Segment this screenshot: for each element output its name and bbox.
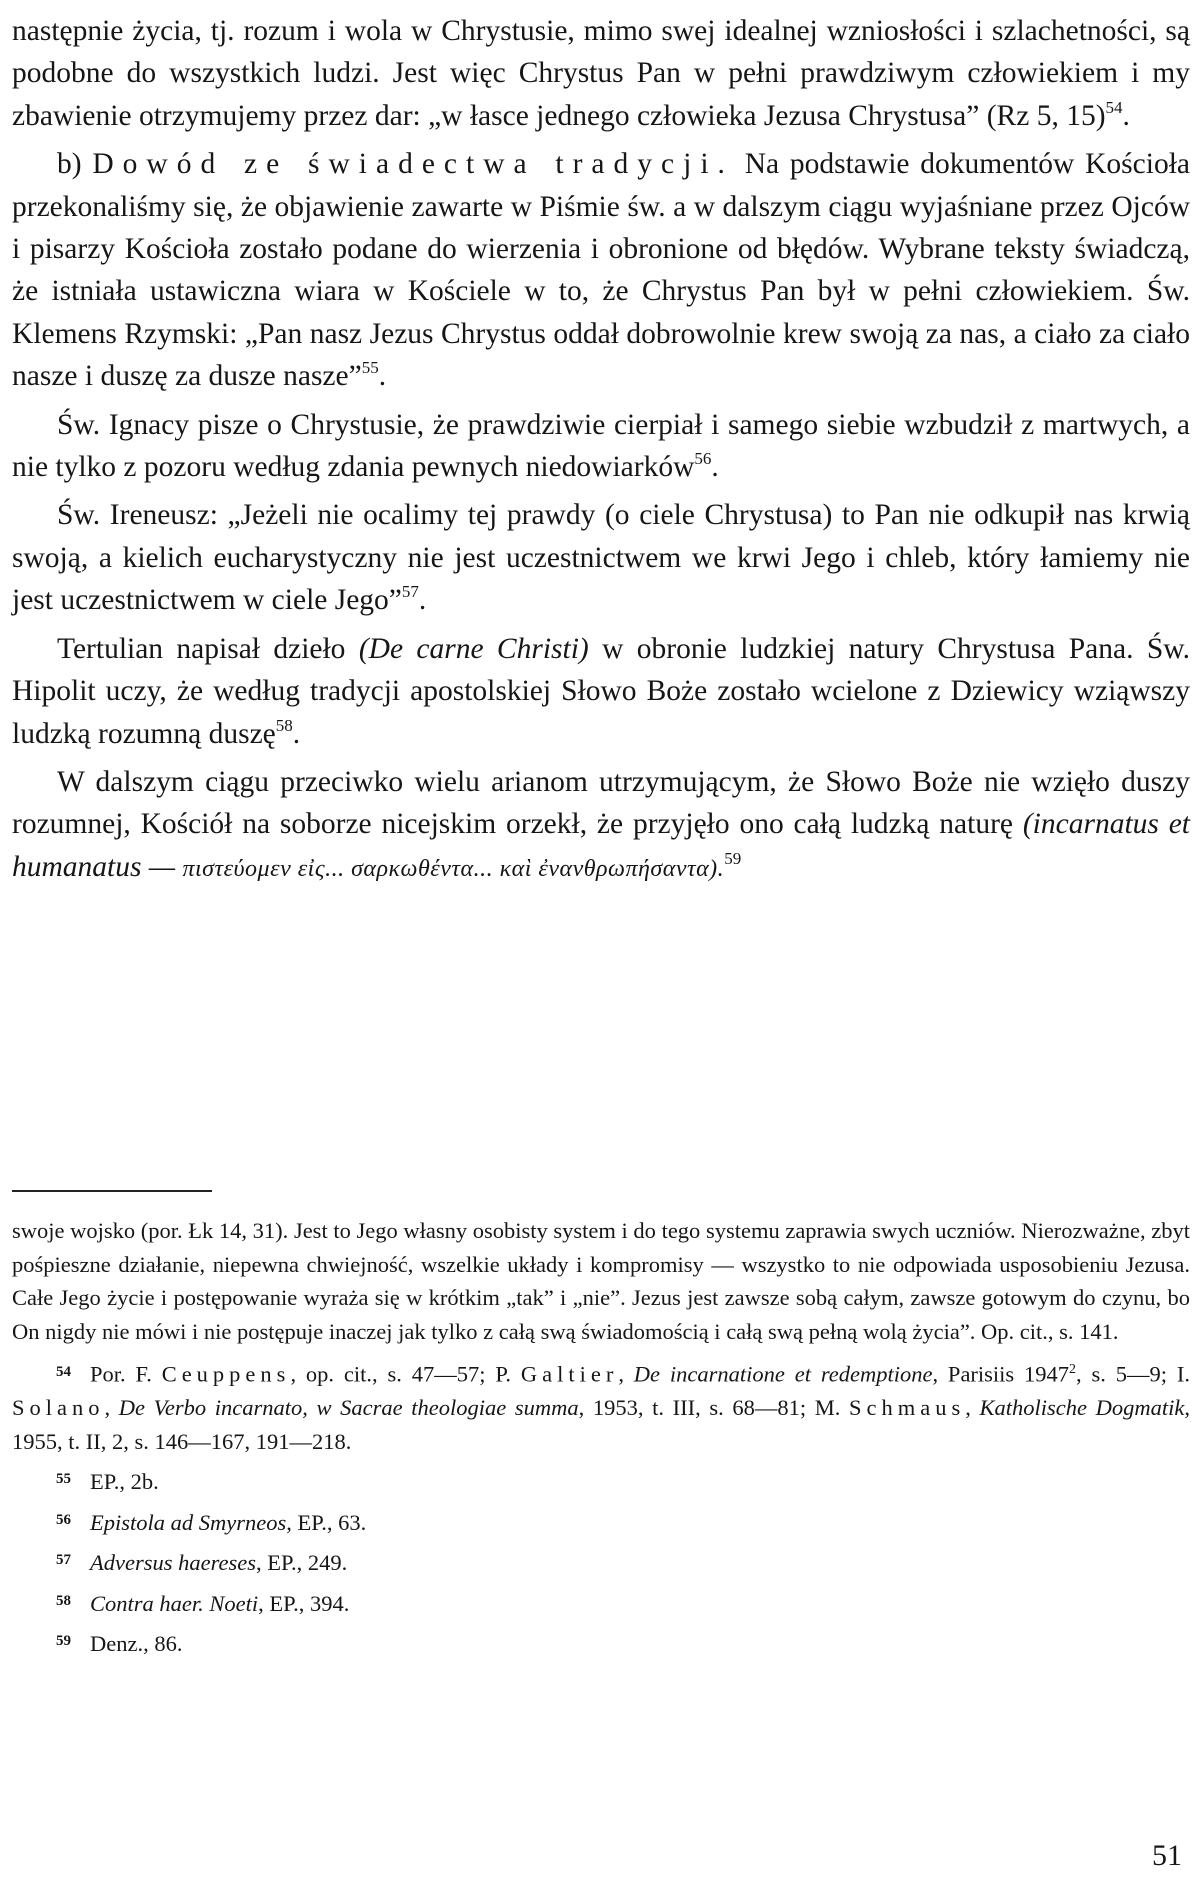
paragraph-6 — [12, 761, 1190, 890]
footnote-text: , s. 5—9; I. — [1076, 1361, 1190, 1387]
main-text — [12, 10, 1190, 890]
footnote-56 — [12, 1504, 1190, 1540]
footnote-number: 59 — [56, 1633, 71, 1649]
work-title: De Verbo incarnato, w Sacrae theologiae summa — [118, 1395, 579, 1420]
paragraph-3 — [12, 404, 1190, 489]
footnote-text: , EP., 63. — [286, 1509, 367, 1535]
work-title: Katholische Dogmatik — [979, 1395, 1185, 1420]
footnote-text: , EP., 394. — [258, 1590, 350, 1616]
page-number: 51 — [1152, 1839, 1182, 1872]
footnote-text: , 1955, t. II, 2, s. 146—167, 191—218. — [12, 1395, 1191, 1454]
footnote-number: 54 — [56, 1363, 71, 1380]
paragraph-2 — [12, 143, 1190, 397]
footnote-number: 58 — [56, 1592, 71, 1609]
paragraph-1-end: . — [1122, 99, 1130, 132]
footnote-text: , — [965, 1395, 980, 1420]
footnote-ref-56: 56 — [694, 449, 712, 469]
work-title: Contra haer. Noeti — [90, 1590, 259, 1616]
greek-creed-quote: πιστεύομεν εἰς... σαρκωθέντα... καὶ ἐνανθρωπήσαντα). — [182, 855, 725, 882]
paragraph-3-text: Św. Ignacy pisze o Chrystusie, że prawdziwie cierpiał i samego siebie wzbudził z martwych, a nie tylko z pozoru według zdania pewnych niedowiarków — [12, 408, 1190, 484]
work-title: De incarnatione et redemptione — [633, 1361, 933, 1387]
footnote-ref-54: 54 — [1105, 97, 1123, 117]
footnote-text: EP., 2b. — [90, 1469, 159, 1494]
paragraph-2-end: . — [378, 360, 387, 393]
footnote-ref-57: 57 — [401, 582, 419, 602]
paragraph-3-end: . — [711, 451, 719, 484]
paragraph-1 — [12, 10, 1190, 137]
section-heading: Dowód ze świadectwa tradycji. — [92, 148, 734, 181]
latin-phrase: (incarnatus et humanatus — — [12, 808, 1191, 883]
footnote-number: 56 — [56, 1511, 71, 1528]
author-name: Galtier — [520, 1361, 619, 1387]
footnote-57 — [12, 1544, 1190, 1580]
footnote-text: , EP., 249. — [256, 1550, 348, 1575]
footnote-ref-55: 55 — [361, 358, 379, 378]
footnote-continuation: swoje wojsko (por. Łk 14, 31). Jest to Jego własny osobisty system i do tego systemu zaprawia swych uczniów. Nierozważne, zbyt pośpieszne działanie, niepewna chwiejność, wszelkie układy i kompromisy — wszystko to nie odpowiada usposobieniu Jezusa. Całe Jego życie i postępowanie wyraża się w krótkim „tak” i „nie”. Jezus jest zawsze sobą całym, zawsze gotowym do czynu, bo On nigdy nie mówi i nie postępuje inaczej jak tylko z całą swą świadomością i całą swą pełną wolą życia”. Op. cit., s. 141. — [12, 1218, 1190, 1344]
author-name: Solano — [12, 1395, 105, 1420]
author-name: Ceuppens — [161, 1361, 291, 1387]
paragraph-5-text-a: Tertulian napisał dzieło — [57, 632, 359, 665]
edition-superscript: 2 — [1069, 1362, 1077, 1377]
work-title-de-carne-christi: (De carne Christi) — [358, 632, 589, 665]
footnote-ref-58: 58 — [275, 715, 293, 735]
footnote-text: , Parisiis 1947 — [932, 1361, 1070, 1387]
paragraph-5 — [12, 628, 1190, 755]
work-title: Adversus haereses — [90, 1550, 257, 1575]
paragraph-4-end: . — [418, 584, 427, 617]
footnotes — [12, 1214, 1190, 1661]
paragraph-1-text: następnie życia, tj. rozum i wola w Chrystusie, mimo swej idealnej wzniosłości i szlachetności, są podobne do wszystkich ludzi. Jest więc Chrystus Pan w pełni prawdziwym człowiekiem i my zbawienie otrzymujemy przez dar: „w łasce jednego człowieka Jezusa Chrystusa” (Rz 5, 15) — [12, 15, 1190, 132]
footnote-58 — [12, 1585, 1190, 1621]
paragraph-5-text-b: w obronie ludzkiej natury Chrystusa Pana. Św. Hipolit uczy, że według tradycji apostolskiej Słowo Boże zostało wcielone z Dziewicy wziąwszy ludzką rozumną duszę — [12, 632, 1190, 750]
footnote-text: Denz., 86. — [90, 1631, 183, 1656]
footnote-54 — [12, 1353, 1190, 1458]
footnote-text: , — [104, 1395, 119, 1420]
footnote-55 — [12, 1463, 1190, 1499]
author-name: Schmaus — [849, 1395, 966, 1420]
paragraph-5-end: . — [292, 717, 301, 750]
paragraph-4-text: Św. Ireneusz: „Jeżeli nie ocalimy tej prawdy (o ciele Chrystusa) to Pan nie odkupił nas krwią swoją, a kielich eucharystyczny nie jest uczestnictwem we krwi Jego i chleb, który łamiemy nie jest uczestnictwem w ciele Jego” — [12, 499, 1190, 617]
work-title: Epistola ad Smyrneos — [90, 1509, 287, 1535]
footnote-ref-59: 59 — [724, 848, 742, 868]
footnote-59 — [12, 1625, 1190, 1661]
section-label: b) — [57, 148, 82, 181]
footnote-separator — [12, 1190, 212, 1192]
footnote-text: Por. F. — [90, 1361, 162, 1387]
paragraph-6-text: W dalszym ciągu przeciwko wielu arianom utrzymującym, że Słowo Boże nie wzięło duszy rozumnej, Kościół na soborze nicejskim orzekł, że przyjęło ono całą ludzką naturę — [12, 765, 1190, 841]
footnote-text: , 1953, t. III, s. 68—81; M. — [578, 1395, 850, 1420]
paragraph-4 — [12, 494, 1190, 621]
footnote-number: 57 — [56, 1552, 71, 1568]
paragraph-2-text: Na podstawie dokumentów Kościoła przekonaliśmy się, że objawienie zawarte w Piśmie św. a w dalszym ciągu wyjaśniane przez Ojców i pisarzy Kościoła zostało podane do wierzenia i obronione od błędów. Wybrane teksty świadczą, że istniała ustawiczna wiara w Kościele w to, że Chrystus Pan był w pełni człowiekiem. Św. Klemens Rzymski: „Pan nasz Jezus Chrystus oddał dobrowolnie krew swoją za nas, a ciało za ciało nasze i duszę za dusze nasze” — [12, 148, 1190, 393]
footnote-text: , — [618, 1361, 634, 1387]
footnote-text: , op. cit., s. 47—57; P. — [290, 1361, 521, 1387]
footnote-number: 55 — [56, 1471, 71, 1487]
